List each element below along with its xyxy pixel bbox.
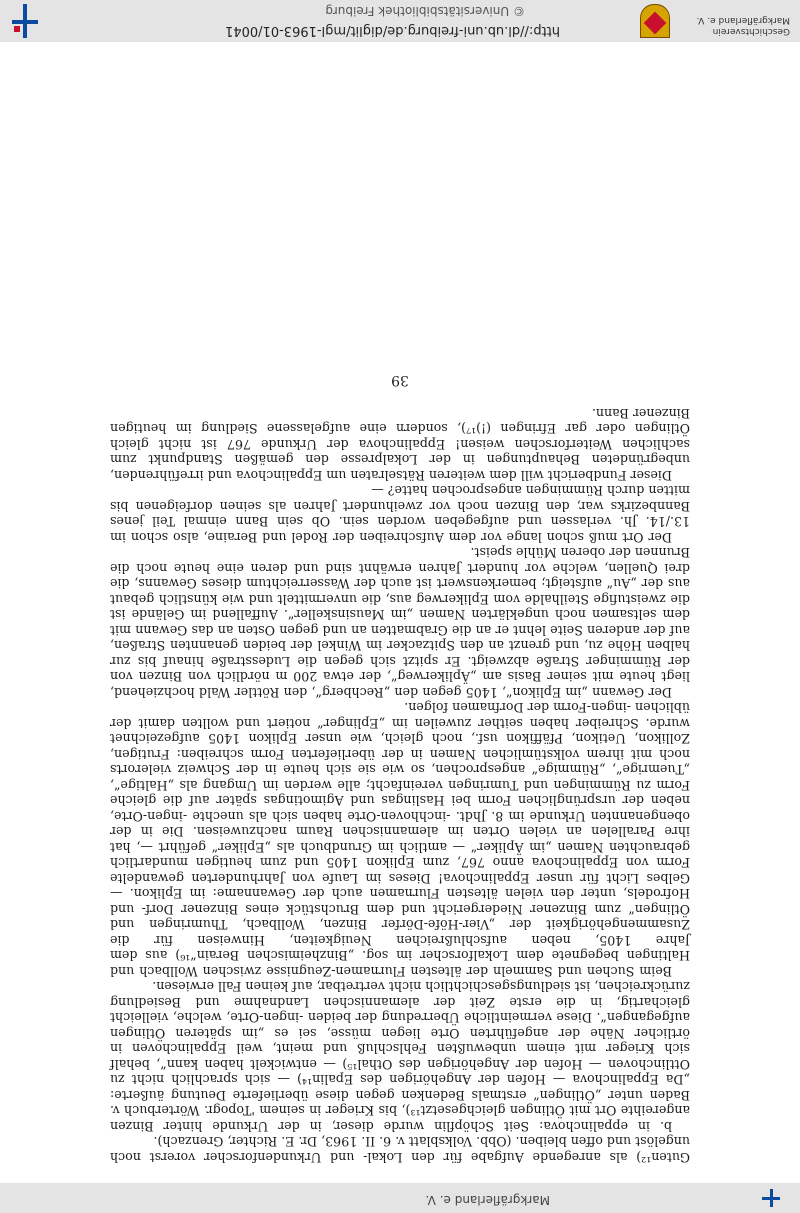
scanned-page (0, 42, 800, 1183)
header-band-rotated (0, 1183, 800, 1213)
org-name: Geschichtsverein Markgräflerland e. V. (696, 15, 790, 36)
paragraph: Dieser Fundbericht will dem weiteren Rätselraten um Eppalinchova und irreführenden, unbegründeten Behauptungen in der Lokalpresse den gemäßen Standpunkt zum sachlichen Weiterforschen weisen! Eppalinchova der Urkunde 767 ist nicht gleich Ötlingen oder gar Efringen (!)¹⁷), sondern eine aufgelassene Siedlung im heutigen Binzener Bann. (110, 406, 690, 483)
paragraph: b. in eppalinchova: Seit Schöpflin wurde dieser, in der Urkunde hinter Binzen angereihte Ort mit Ötlingen gleichgesetzt¹³), bis Krieger in seinem 'Topogr. Wörterbuch v. Baden unter „Ötlingen“ erstmals Bedenken gegen diese überlieferte Deutung äußerte: „Da Eppalinchova — Hofen der Angehörigen des Epalin¹⁴) — sich sprachlich nicht zu Ottlinchoven — Hofen der Angehörigen des Othal¹⁵) — entwickelt haben kann“, behalf sich Krieger mit einem unbewußten Fehlschluß und meint, weil Eppalinchoven in örtlicher Nähe der angeführten Orte liegen müsse, sei es „im späteren Ötlingen aufgegangen“. Diese vermeintliche Überredung der beiden -ingen-Orte, welche, vielleicht gleichartig, in die erste Zeit der alemannischen Landnahme und Besiedlung zurückreichen, ist siedlungsgeschichtlich nicht vertretbar, auf keinen Fall erwiesen. (110, 979, 690, 1134)
source-url[interactable]: http://dl.ub.uni-freiburg.de/diglit/mgl-1963-01/0041 (225, 23, 560, 38)
ub-freiburg-logo-icon (8, 4, 42, 38)
footer-band-rotated (0, 0, 800, 42)
copyright-text: © Universitätsbibliothek Freiburg (325, 4, 525, 18)
header-org-text: Markgräflerland e. V. (425, 1193, 550, 1207)
header-band (0, 1183, 800, 1213)
paragraph: Beim Suchen und Sammeln der ältesten Flurnamen-Zeugnisse zwischen Wollbach und Haltingen begegnete dem Lokalforscher im sog. „Binzheimischen Berain“¹⁶) aus dem Jahre 1405, neben aufschlußreichen Neuigkeiten, Hinweisen für die Zusammengehörigkeit der „Vier-Höfe-Dörfer Binzen, Wollbach, Thumringen und Ötlingen“ zum Binzener Niedergericht und dem Bruchstück eines Binzener Dorf- und Hofrodels, unter den vielen ältesten Flurnamen auch der Gewanname: im Eplikon. — Gelbes Licht für unser Eppalinchova! Dieses im Laufe von Jahrhunderten gewandelte Form von Eppalinchova anno 767, zum Eplikon 1405 und zum heutigen mundartlich gebrauchten Namen „im Äpliker“ — amtlich im Grundbuch als „Epliker“ geführt —, hat ihre Parallelen an vielen Orten im alemannischen Raum nachzuweisen. Die in der obengenannten Urkunde im 8. Jhdt. -inchhoven-Orte haben sich als unechte -ingen-Orte, neben der ursprünglichen Form bei Haslingas und Agimotingas später auf die gleiche Form zu Rümmingen und Tumringen vereinfacht; alle werden im Umgang als „Haltige“, „Tuemrige“, „Rümmige“ angesprochen, so wie sie sich heute in der Schweiz vielerorts noch mit ihrem volkstümlichen Namen in der überlieferten Form schreiben: Frutigen, Zollikon, Uetikon, Pfäffikon usf., noch gleich, wie unser Eplikon 1405 aufgezeichnet wurde. Schreiber haben seither zuweilen im „Eplinger“ notiert und wollten damit der üblichen -ingen-Form der Dorfnamen folgen. (110, 700, 690, 979)
ub-freiburg-mark-icon (762, 1189, 780, 1207)
page-text (110, 372, 690, 1166)
paragraph: Guten¹²) als anregende Aufgabe für den Lokal- und Urkundenforscher vorerst noch ungelöst und offen bleiben. (Obb. Volksblatt v. 6. II. 1963, Dr. E. Richter, Grenzach). (110, 1134, 690, 1165)
paragraph: Der Ort muß schon lange vor dem Aufschreiben der Rodel und Beraine, also schon im 13./14. Jh. verlassen und aufgegeben worden sein. Ob sein Bann einmal Teil jenes Bannbezirks war, den Binzen noch vor zweihundert Jahren als seinen dorfeigenen bis mitten durch Rümmingen angesprochen hatte? — (110, 483, 690, 545)
page-number: 39 (391, 372, 409, 389)
paragraph: Der Gewann „im Eplikon“, 1405 gegen den „Rechberg“, den Röttler Wald hochziehend, liegt heute mit seiner Basis am „Äplikerweg“, der etwa 200 m nördlich von Binzen von der Rümminger Straße abzweigt. Er spitzt sich gegen die Ludesstraße hinauf bis zur halben Höhe zu, und grenzt an den Spitzacker im Winkel der beiden genannten Straßen, auf der anderen Seite lehnt er an die Grabmatten an und gegen Osten an das Gewann mit dem seltsamen noch ungeklärten Namen „im Mausinskeller“. Auffallend im Gelände ist die zweistufige Steilhalde vom Eplikerweg aus, die unvermittelt und wie künstlich gebaut aus der „Au“ aufsteigt; bemerkenswert ist auch der Wasserreichtum dieses Gewanns, die drei Quellen, welche vor hundert Jahren erwähnt sind und deren eine heute noch die Brunnen der oberen Mühle speist. (110, 545, 690, 700)
footer-band (0, 0, 800, 42)
page-rotated-content (0, 42, 800, 1183)
coat-of-arms-icon (640, 4, 670, 38)
